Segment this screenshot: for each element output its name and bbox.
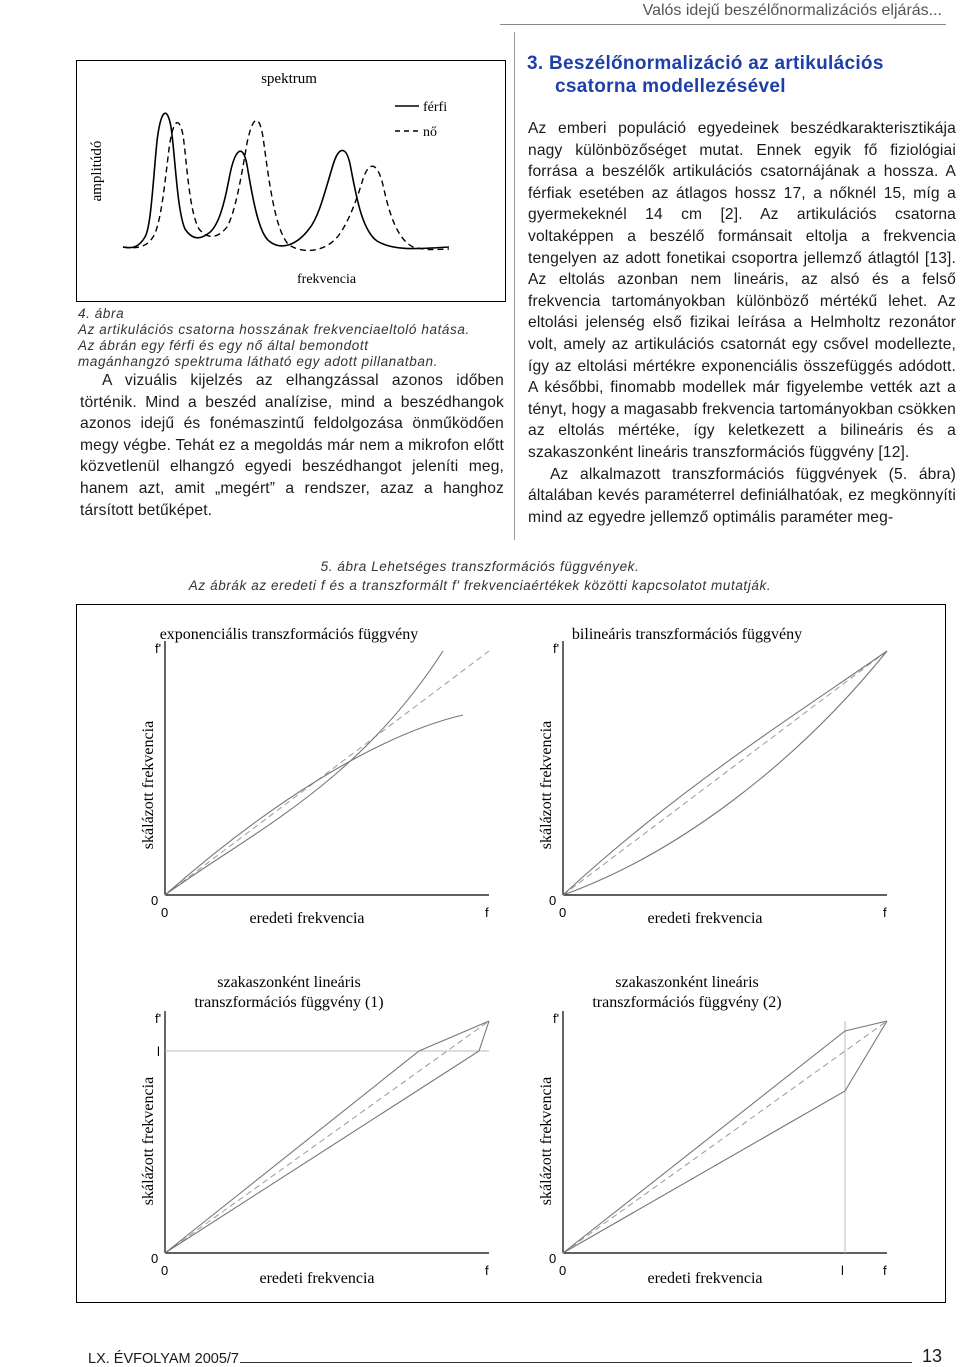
origin-y-label: 0	[549, 893, 557, 908]
panel-title: bilineáris transzformációs függvény	[571, 626, 803, 643]
y-top-label: f'	[553, 641, 560, 656]
curve-upper	[563, 1021, 887, 1253]
x-end-label: f	[485, 905, 489, 920]
figure-4-spectrum	[76, 60, 506, 302]
paragraph: A vizuális kijelzés az elhangzással azonos időben történik. Mind a beszéd analízise, mind a beszédhangok azonos idejű és fonémaszintű feldolgozása önműködően megy végbe. Tehát ez a megoldás már nem a mikrofon előtt közvetlenül elhangzó egyedi beszédhangot jeleníti meg, hanem azt, amit „megért” a rendszer, azaz a hanghoz társított betűképet.	[80, 372, 504, 519]
spectrum-male-curve	[123, 113, 449, 248]
figure-5-caption-title: 5. ábra Lehetséges transzformációs függvények.	[320, 559, 640, 574]
identity-line	[563, 651, 887, 895]
panel-title: szakaszonként lineáris	[217, 974, 361, 991]
panel-piecewise-1	[140, 974, 489, 1287]
paragraph: Az emberi populáció egyedeinek beszédkarakterisztikája nagy különbözőséget mutat. Ennek egyik fő fiziológiai forrása a beszélők artikulációs csatornájának a hossza. A férfiak esetében az átlagos hossz 17, a nőknél 15, míg a gyermekeknél 14 cm [2]. Az artikulációs csatorna voltaképpen a beszélő formánsait eltolja a frekvencia tengelyen az adott fonetikai csoportra jellemző átlagtól [13]. Az eltolás azonban nem lineáris, az alsó és a felső frekvencia tartományokban különböző mértékű lehet. Az eltolási jelenség első fizikai leírása a Helmholtz rezonátor volt, amely az artikulációs csatornát egy csővel modellezte, így az eltolási mértékre exponenciális összefüggés adódott. A későbbi, finomabb modellek már figyelembe vették azt a tényt, hogy a magasabb frekvencia tartományokban csökken az eltolás mértéke, így keletkezett a bilineáris és a szakaszonként lineáris transzformációs függvény [12].	[528, 120, 956, 461]
figure-4-svg	[77, 61, 505, 301]
figure-5-transform-functions	[76, 604, 946, 1303]
panel-title: transzformációs függvény (2)	[592, 994, 782, 1011]
legend-female: nő	[423, 125, 437, 140]
curve-upper	[165, 1021, 489, 1253]
panel-piecewise-2	[538, 974, 887, 1287]
x-mid-label: l	[841, 1263, 844, 1278]
identity-line	[165, 651, 489, 895]
section-heading	[527, 52, 957, 98]
x-end-label: f	[883, 905, 887, 920]
figure-4-caption-line: Az ábrán egy férfi és egy nő által bemondott	[78, 338, 369, 353]
paragraph: Az alkalmazott transzformációs függvények (5. ábra) általában kevés paraméterrel definiálhatóak, ez megkönnyíti mind az egyedre jellemző optimális paraméter meg-	[528, 465, 956, 526]
x-end-label: f	[883, 1263, 887, 1278]
right-column-text	[528, 118, 956, 528]
panel-title: szakaszonként lineáris	[615, 974, 759, 991]
section-heading-line: 3. Beszélőnormalizáció az artikulációs	[527, 53, 884, 74]
panel-title: exponenciális transzformációs függvény	[159, 626, 419, 643]
figure-4-title: spektrum	[261, 71, 317, 87]
figure-4-xlabel: frekvencia	[297, 272, 357, 287]
x-axis-label: eredeti frekvencia	[249, 910, 365, 927]
y-axis-label: skálázott frekvencia	[140, 720, 157, 850]
y-top-label: f'	[155, 1011, 162, 1026]
y-axis-label: skálázott frekvencia	[538, 1076, 555, 1206]
curve-lower	[165, 1021, 489, 1253]
y-top-label: f'	[155, 641, 162, 656]
curve-lower	[165, 715, 463, 895]
journal-issue: LX. ÉVFOLYAM 2005/7	[88, 1351, 239, 1367]
origin-x-label: 0	[559, 905, 567, 920]
panel-bilinear	[538, 626, 887, 927]
origin-x-label: 0	[161, 905, 169, 920]
panel-exponential	[140, 626, 489, 927]
y-top-label: f'	[553, 1011, 560, 1026]
y-axis-label: skálázott frekvencia	[140, 1076, 157, 1206]
curve-upper	[165, 651, 443, 895]
figure-4-ylabel: amplitúdó	[89, 140, 105, 202]
figure-4-caption	[78, 306, 518, 370]
running-title: Valós idejű beszélőnormalizációs eljárás...	[642, 2, 942, 19]
x-end-label: f	[485, 1263, 489, 1278]
identity-line	[563, 1021, 887, 1253]
figure-5-svg	[77, 605, 945, 1302]
x-axis-label: eredeti frekvencia	[647, 1270, 763, 1287]
origin-x-label: 0	[559, 1263, 567, 1278]
y-mid-label: l	[157, 1044, 160, 1059]
section-heading-line: csatorna modellezésével	[555, 76, 786, 97]
identity-line	[165, 1021, 489, 1253]
panel-title: transzformációs függvény (1)	[194, 994, 384, 1011]
figure-4-caption-line: magánhangzó spektruma látható egy adott pillanatban.	[78, 354, 438, 369]
origin-y-label: 0	[151, 1251, 159, 1266]
origin-y-label: 0	[151, 893, 159, 908]
curve-lower	[563, 1021, 887, 1253]
column-divider	[514, 32, 515, 540]
legend-male: férfi	[423, 100, 448, 115]
figure-5-caption-line: Az ábrák az eredeti f és a transzformált f' frekvenciaértékek közötti kapcsolatot mutatják.	[188, 578, 772, 593]
origin-y-label: 0	[549, 1251, 557, 1266]
x-axis-label: eredeti frekvencia	[259, 1270, 375, 1287]
header-rule	[500, 24, 946, 25]
origin-x-label: 0	[161, 1263, 169, 1278]
figure-4-caption-line: Az artikulációs csatorna hosszának frekvenciaeltoló hatása.	[78, 322, 470, 337]
x-axis-label: eredeti frekvencia	[647, 910, 763, 927]
page-number: 13	[921, 1346, 942, 1366]
y-axis-label: skálázott frekvencia	[538, 720, 555, 850]
figure-4-caption-number: 4. ábra	[78, 306, 125, 321]
left-column-text	[80, 370, 504, 521]
